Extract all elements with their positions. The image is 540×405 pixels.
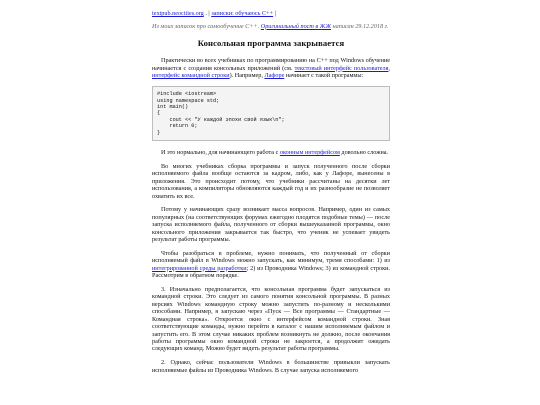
paragraph-text: И это нормально, для начинающего работа с — [161, 148, 280, 156]
paragraph-1 — [152, 57, 390, 79]
paragraph-6: 3. Изначально предполагается, что консольная программа будет запускаться из командной строки. Это следует из самого понятия консольной программы. В разных версиях Windows командную строку можно запустить по-разному и несколькими способами. Например, я запускаю через «Пуск — Все программы — Стандартные — Командная строка». Откроется окно с интерфейсом командной строки. Зная соответствующие команды, нужно перейти в каталог с нашим исполняемым файлом и запустить его. В этом случае никаких проблем возникнуть не должно, после окончания работы программы окно командной строки не закроется, а продолжит ожидать следующих команд. Можно будет видеть результат работы программы. — [152, 286, 390, 353]
link-lafore[interactable]: Лафоре — [264, 72, 285, 80]
link-cli[interactable]: интерфейс командной строки — [152, 72, 230, 80]
category-link[interactable]: записки: обучаюсь C++ — [211, 10, 274, 17]
paragraph-4: Потому у начинающих сразу возникает масса вопросов. Например, один из самых популярных (на соответствующих форумах ежегодно плодятся подобные темы) — после запуска исполняемого файла, полученного от сборки вышеуказанной программы, окно консольного приложения закрывается так быстро, что ученик не успевает увидеть результат работы программы. — [152, 206, 390, 244]
paragraph-5 — [152, 250, 390, 280]
paragraph-text: Чтобы разобраться в проблеме, нужно понимать, что полученный от сборки исполняемый файл в Windows можно запускать, как минимум, тремя способами: 1) из — [152, 249, 390, 265]
paragraph-text: ). Например, — [229, 72, 265, 80]
page-title: Консольная программа закрывается — [197, 38, 345, 48]
paragraph-text: довольно сложна. — [339, 148, 389, 156]
link-ide[interactable]: интегрированной среды разработки — [152, 264, 247, 272]
code-block: #include <iostream> using namespace std; int main() { cout << "У каждой эпохи свой язык\n"; return 0; } — [152, 86, 390, 141]
breadcrumb — [152, 10, 390, 18]
breadcrumb-separator-end: | — [273, 10, 276, 17]
breadcrumb-separator: . | — [203, 10, 212, 17]
link-gui[interactable]: оконным интерфейсом — [279, 148, 340, 156]
link-text-ui[interactable]: текстовый интерфейс пользователя — [294, 64, 389, 72]
paragraph-text: ; 2) из Проводника Windows; 3) из командной строки. Рассмотрим в обратном порядке. — [152, 264, 390, 280]
intro-date-text: написан 29.12.2018 г. — [331, 22, 389, 30]
original-post-link[interactable]: Оригинальный пост в ЖЖ — [260, 22, 332, 30]
paragraph-text: начинает с такой программы: — [284, 72, 364, 80]
page-content — [152, 10, 390, 381]
paragraph-text: , — [388, 64, 391, 72]
intro-text: Из моих записок про самообучение C++. — [152, 22, 261, 30]
intro-note — [152, 23, 390, 30]
paragraph-7: 2. Однако, сейчас пользователи Windows в большинстве привыкли запускать исполняемые файлы из Проводника Windows. В случае запуска исполняемого — [152, 359, 390, 374]
paragraph-2 — [152, 149, 390, 156]
site-home-link[interactable]: textpub.neocities.org — [152, 10, 204, 17]
paragraph-text: Практически во всех учебниках по программированию на C++ под Windows обучение начинается с создания консольных приложений (см. — [152, 57, 390, 72]
paragraph-3: Во многих учебниках сборка программы и запуск полученного после сборки исполняемого файла вообще остаются за кадром, либо, как у Лафоре, вынесены в приложения. Это происходит потому, что учебники рассчитаны на десятки лет использования, а компиляторы обновляются каждый год и их разнообразие не позволяет охватить их все. — [152, 162, 390, 200]
